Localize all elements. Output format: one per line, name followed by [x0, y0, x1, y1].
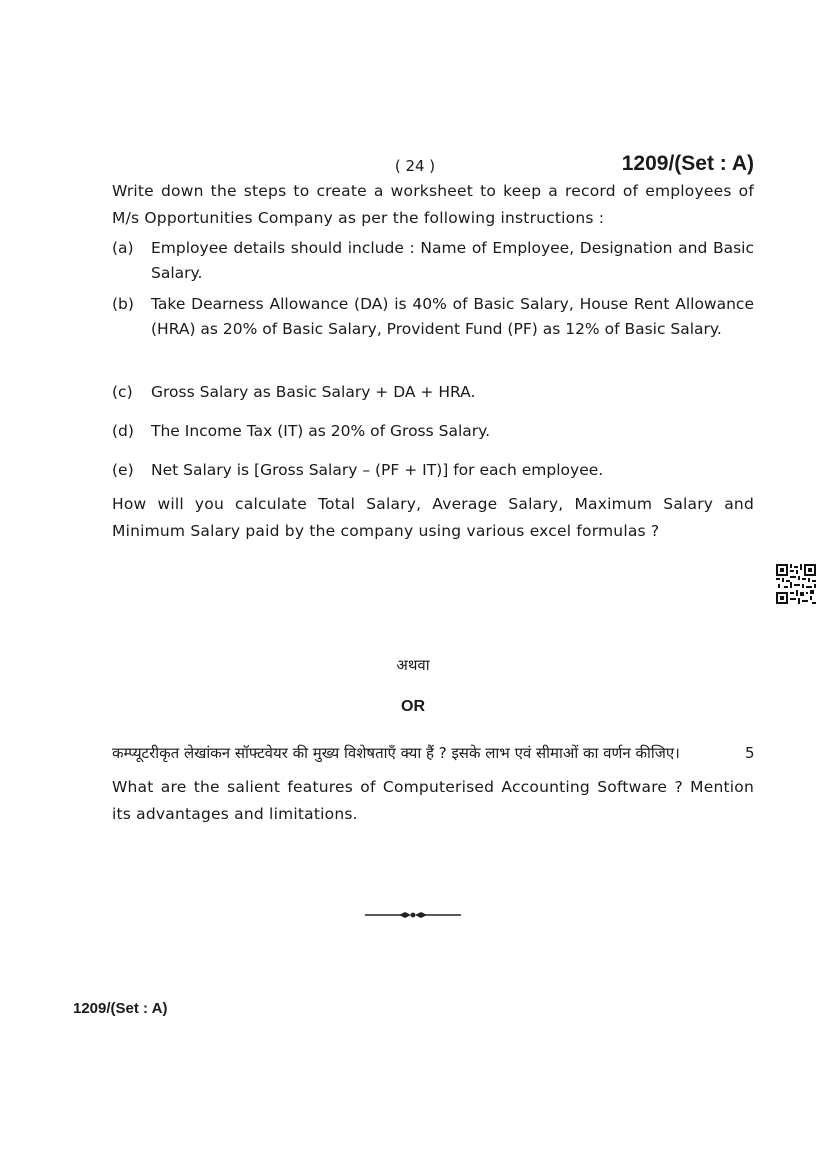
item-label: (e): [112, 461, 134, 479]
question-intro: Write down the steps to create a worksheet to keep a record of employees of M/s Opportunities Company as per the following instructions :: [112, 182, 754, 227]
question-hindi: कम्प्यूटरीकृत लेखांकन सॉफ्टवेयर की मुख्य विशेषताएँ क्या हैं ? इसके लाभ एवं सीमाओं का वर्णन कीजिए।: [112, 744, 680, 762]
item-text: Employee details should include : Name of Employee, Designation and Basic Salary.: [151, 239, 754, 282]
set-code-footer: 1209/(Set : A): [73, 1000, 168, 1017]
list-item: [112, 236, 754, 286]
item-text: Net Salary is [Gross Salary – (PF + IT)] for each employee.: [151, 461, 604, 479]
page-number: ( 24 ): [394, 157, 436, 175]
marks: 5: [745, 744, 755, 762]
separator-english: OR: [401, 698, 425, 715]
item-text: The Income Tax (IT) as 20% of Gross Salary.: [151, 422, 491, 440]
end-ornament-icon: [365, 906, 461, 924]
item-text: Take Dearness Allowance (DA) is 40% of Basic Salary, House Rent Allowance (HRA) as 20% of Basic Salary, Provident Fund (PF) as 12% of Basic Salary.: [151, 295, 754, 338]
list-item: [112, 380, 754, 405]
list-item: [112, 458, 754, 483]
question-closing: How will you calculate Total Salary, Average Salary, Maximum Salary and Minimum Salary paid by the company using various excel formulas ?: [112, 495, 754, 540]
question-english: What are the salient features of Computerised Accounting Software ? Mention its advantages and limitations.: [112, 778, 754, 823]
item-label: (a): [112, 239, 134, 257]
item-label: (c): [112, 383, 133, 401]
item-label: (b): [112, 295, 134, 313]
separator-hindi: अथवा: [396, 656, 430, 674]
qr-code-icon: [776, 564, 816, 604]
item-label: (d): [112, 422, 134, 440]
item-text: Gross Salary as Basic Salary + DA + HRA.: [151, 383, 476, 401]
list-item: [112, 419, 754, 444]
set-code-header: 1209/(Set : A): [621, 152, 754, 175]
list-item: [112, 292, 754, 342]
